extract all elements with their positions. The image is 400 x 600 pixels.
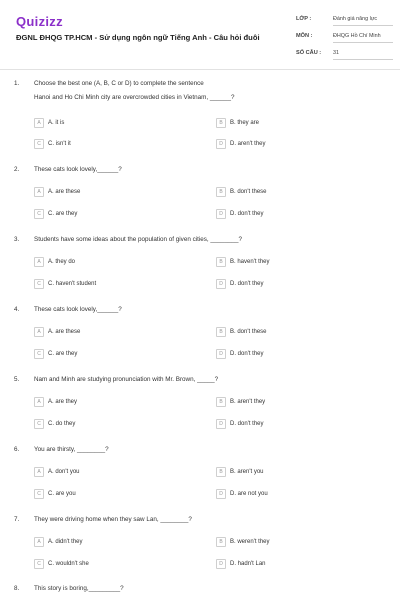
option-letter-box: C bbox=[34, 139, 44, 149]
option-a[interactable] bbox=[34, 117, 64, 129]
option-text: D. hadn't Lan bbox=[230, 561, 266, 567]
option-text: C. are they bbox=[48, 351, 78, 357]
meta-label: LỚP : bbox=[296, 16, 312, 22]
question-text: You are thirsty, ________? bbox=[34, 446, 109, 453]
option-letter-box: A bbox=[34, 467, 44, 477]
question-number: 2. bbox=[14, 166, 20, 173]
option-text: C. haven't student bbox=[48, 281, 97, 287]
worksheet-meta bbox=[296, 15, 396, 66]
question-text: They were driving home when they saw Lan, ________? bbox=[34, 516, 192, 523]
option-b[interactable] bbox=[216, 256, 270, 268]
option-letter-box: B bbox=[216, 397, 226, 407]
option-letter-box: B bbox=[216, 187, 226, 197]
option-a[interactable] bbox=[34, 466, 80, 478]
question-sentence: Hanoi and Ho Chi Minh city are overcrowded cities in Vietnam, ______? bbox=[34, 94, 235, 101]
meta-row-count bbox=[296, 49, 396, 66]
option-letter-box: D bbox=[216, 419, 226, 429]
option-letter-box: C bbox=[34, 559, 44, 569]
option-text: A. are these bbox=[48, 329, 81, 335]
option-text: B. they are bbox=[230, 120, 260, 126]
worksheet-header bbox=[0, 0, 400, 70]
option-text: B. aren't you bbox=[230, 469, 264, 475]
option-text: B. don't these bbox=[230, 329, 267, 335]
option-text: B. aren't they bbox=[230, 399, 266, 405]
option-c[interactable] bbox=[34, 348, 77, 360]
question-2 bbox=[0, 166, 400, 236]
option-text: B. weren't they bbox=[230, 539, 270, 545]
meta-label: SỐ CÂU : bbox=[296, 50, 322, 56]
question-7 bbox=[0, 516, 400, 586]
option-text: A. they do bbox=[48, 259, 76, 265]
question-text: Choose the best one (A, B, C or D) to complete the sentence bbox=[34, 80, 204, 87]
option-letter-box: C bbox=[34, 349, 44, 359]
option-b[interactable] bbox=[216, 326, 267, 338]
option-d[interactable] bbox=[216, 418, 264, 430]
option-text: B. don't these bbox=[230, 189, 267, 195]
option-text: D. don't they bbox=[230, 281, 264, 287]
option-text: C. are they bbox=[48, 211, 78, 217]
meta-value: Đánh giá năng lực bbox=[333, 15, 393, 26]
question-text: These cats look lovely,______? bbox=[34, 306, 122, 313]
option-text: A. it is bbox=[48, 120, 65, 126]
meta-value: 31 bbox=[333, 49, 393, 60]
option-c[interactable] bbox=[34, 558, 89, 570]
option-c[interactable] bbox=[34, 208, 77, 220]
option-text: C. are you bbox=[48, 491, 76, 497]
option-letter-box: D bbox=[216, 139, 226, 149]
question-number: 4. bbox=[14, 306, 20, 313]
option-text: A. don't you bbox=[48, 469, 80, 475]
option-a[interactable] bbox=[34, 396, 77, 408]
option-letter-box: A bbox=[34, 327, 44, 337]
question-text: This story is boring,_________? bbox=[34, 585, 124, 592]
option-letter-box: A bbox=[34, 257, 44, 267]
question-number: 3. bbox=[14, 236, 20, 243]
option-letter-box: D bbox=[216, 489, 226, 499]
option-letter-box: B bbox=[216, 327, 226, 337]
option-letter-box: C bbox=[34, 209, 44, 219]
option-text: D. are not you bbox=[230, 491, 268, 497]
option-letter-box: C bbox=[34, 419, 44, 429]
question-number: 1. bbox=[14, 80, 20, 87]
meta-label: MÔN : bbox=[296, 33, 313, 39]
option-text: D. don't they bbox=[230, 211, 264, 217]
option-letter-box: B bbox=[216, 257, 226, 267]
option-b[interactable] bbox=[216, 536, 270, 548]
option-b[interactable] bbox=[216, 117, 259, 129]
question-8 bbox=[0, 585, 400, 599]
option-a[interactable] bbox=[34, 186, 80, 198]
option-text: A. are they bbox=[48, 399, 78, 405]
option-d[interactable] bbox=[216, 558, 266, 570]
option-letter-box: B bbox=[216, 537, 226, 547]
meta-value: ĐHQG Hồ Chí Minh bbox=[333, 32, 393, 43]
option-letter-box: A bbox=[34, 118, 44, 128]
option-text: C. do they bbox=[48, 421, 76, 427]
option-letter-box: D bbox=[216, 349, 226, 359]
option-c[interactable] bbox=[34, 418, 75, 430]
question-5 bbox=[0, 376, 400, 446]
question-text: Nam and Minh are studying pronunciation with Mr. Brown, _____? bbox=[34, 376, 219, 383]
quizizz-logo: Quizizz bbox=[16, 14, 63, 29]
meta-row-class bbox=[296, 15, 396, 32]
option-letter-box: D bbox=[216, 209, 226, 219]
option-a[interactable] bbox=[34, 326, 80, 338]
question-number: 8. bbox=[14, 585, 20, 592]
option-text: C. wouldn't she bbox=[48, 561, 89, 567]
option-letter-box: A bbox=[34, 537, 44, 547]
option-letter-box: A bbox=[34, 187, 44, 197]
option-b[interactable] bbox=[216, 466, 264, 478]
question-text: Students have some ideas about the population of given cities, ________? bbox=[34, 236, 242, 243]
question-4 bbox=[0, 306, 400, 376]
option-c[interactable] bbox=[34, 138, 71, 150]
option-text: D. don't they bbox=[230, 421, 264, 427]
option-text: A. didn't they bbox=[48, 539, 83, 545]
question-1 bbox=[0, 80, 400, 150]
option-b[interactable] bbox=[216, 186, 267, 198]
option-b[interactable] bbox=[216, 396, 265, 408]
option-text: D. aren't they bbox=[230, 141, 266, 147]
option-c[interactable] bbox=[34, 278, 96, 290]
option-d[interactable] bbox=[216, 278, 264, 290]
question-3 bbox=[0, 236, 400, 306]
option-text: B. haven't they bbox=[230, 259, 270, 265]
header-divider bbox=[0, 69, 400, 70]
question-number: 5. bbox=[14, 376, 20, 383]
option-text: A. are these bbox=[48, 189, 81, 195]
option-letter-box: D bbox=[216, 559, 226, 569]
option-d[interactable] bbox=[216, 138, 266, 150]
option-c[interactable] bbox=[34, 488, 76, 500]
option-a[interactable] bbox=[34, 256, 75, 268]
question-6 bbox=[0, 446, 400, 516]
option-letter-box: C bbox=[34, 489, 44, 499]
option-d[interactable] bbox=[216, 348, 264, 360]
option-letter-box: B bbox=[216, 467, 226, 477]
option-letter-box: D bbox=[216, 279, 226, 289]
option-d[interactable] bbox=[216, 208, 264, 220]
question-number: 7. bbox=[14, 516, 20, 523]
question-text: These cats look lovely,______? bbox=[34, 166, 122, 173]
option-letter-box: B bbox=[216, 118, 226, 128]
worksheet-title: ĐGNL ĐHQG TP.HCM - Sử dụng ngôn ngữ Tiếng Anh - Câu hỏi đuôi bbox=[16, 33, 260, 42]
option-text: C. isn't it bbox=[48, 141, 71, 147]
option-a[interactable] bbox=[34, 536, 83, 548]
option-text: D. don't they bbox=[230, 351, 264, 357]
question-number: 6. bbox=[14, 446, 20, 453]
meta-row-subject bbox=[296, 32, 396, 49]
option-letter-box: C bbox=[34, 279, 44, 289]
option-d[interactable] bbox=[216, 488, 268, 500]
option-letter-box: A bbox=[34, 397, 44, 407]
